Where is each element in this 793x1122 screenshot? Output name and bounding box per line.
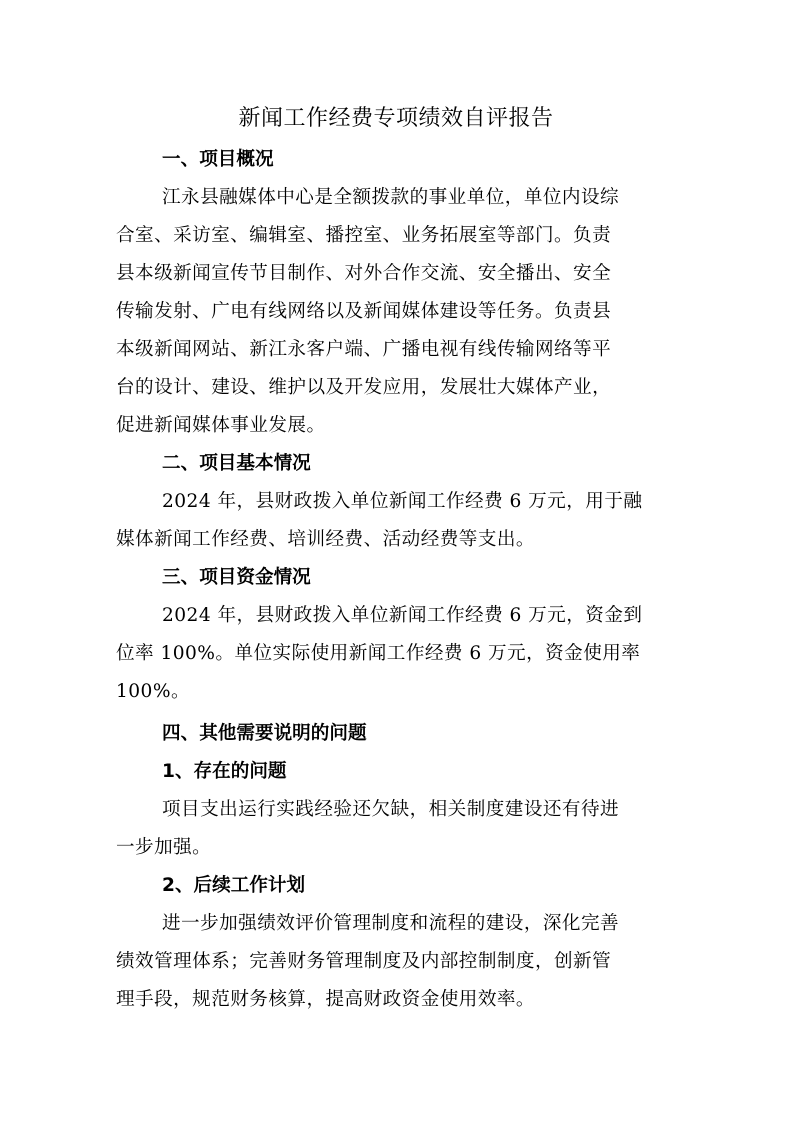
paragraph-line: 2024 年，县财政拨入单位新闻工作经费 6 万元，用于融 (162, 491, 643, 512)
subsection-paragraph-existing-problems (116, 791, 676, 867)
paragraph-line: 江永县融媒体中心是全额拨款的事业单位，单位内设综 (162, 187, 620, 208)
paragraph-line: 台的设计、建设、维护以及开发应用，发展壮大媒体产业， (116, 377, 612, 398)
paragraph-line: 位率 100%。单位实际使用新闻工作经费 6 万元，资金使用率 (116, 643, 641, 664)
subsection-heading-existing-problems: 1、存在的问题 (162, 761, 287, 782)
paragraph-line: 媒体新闻工作经费、培训经费、活动经费等支出。 (116, 529, 535, 550)
section-heading-other-issues: 四、其他需要说明的问题 (162, 723, 367, 744)
paragraph-line: 县本级新闻宣传节目制作、对外合作交流、安全播出、安全 (116, 263, 612, 284)
subsection-heading-follow-up-plan: 2、后续工作计划 (162, 875, 306, 896)
document-body (116, 100, 676, 1019)
paragraph-line: 促进新闻媒体事业发展。 (116, 415, 326, 436)
paragraph-line: 传输发射、广电有线网络以及新闻媒体建设等任务。负责县 (116, 301, 612, 322)
paragraph-line: 100%。 (116, 681, 191, 702)
paragraph-line: 一步加强。 (116, 837, 212, 858)
section-paragraph-overview (116, 179, 676, 445)
paragraph-line: 绩效管理体系；完善财务管理制度及内部控制制度，创新管 (116, 951, 612, 972)
section-heading-basic-info: 二、项目基本情况 (162, 453, 311, 474)
paragraph-line: 本级新闻网站、新江永客户端、广播电视有线传输网络等平 (116, 339, 612, 360)
paragraph-line: 进一步加强绩效评价管理制度和流程的建设，深化完善 (162, 913, 620, 934)
section-heading-funding: 三、项目资金情况 (162, 567, 311, 588)
document-title: 新闻工作经费专项绩效自评报告 (238, 106, 554, 131)
paragraph-line: 理手段，规范财务核算，提高财政资金使用效率。 (116, 989, 535, 1010)
paragraph-line: 合室、采访室、编辑室、播控室、业务拓展室等部门。负责 (116, 225, 612, 246)
section-paragraph-basic-info (116, 483, 676, 559)
section-paragraph-funding (116, 597, 676, 711)
section-heading-overview: 一、项目概况 (162, 149, 274, 170)
subsection-paragraph-follow-up-plan (116, 905, 676, 1019)
paragraph-line: 2024 年，县财政拨入单位新闻工作经费 6 万元，资金到 (162, 605, 643, 626)
paragraph-line: 项目支出运行实践经验还欠缺，相关制度建设还有待进 (162, 799, 620, 820)
